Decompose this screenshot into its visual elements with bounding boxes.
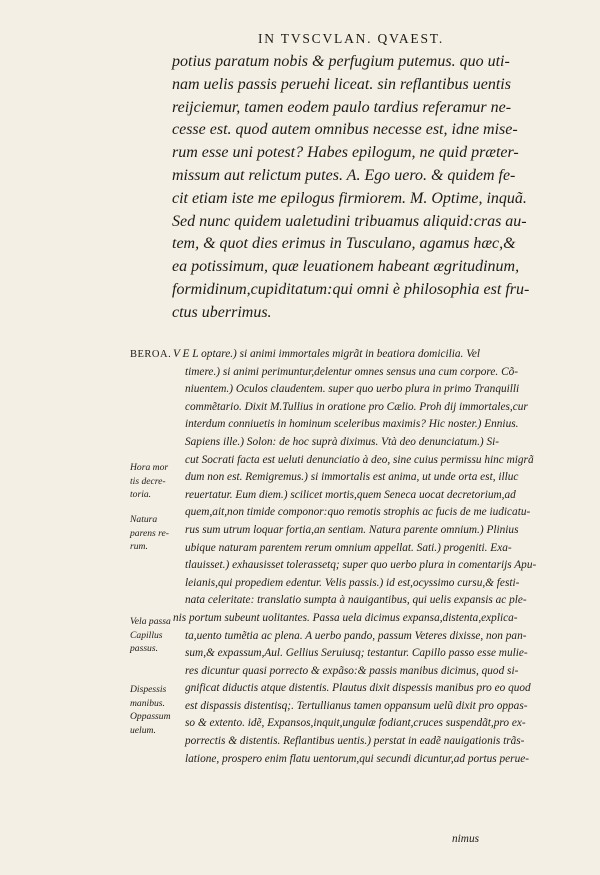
catchword: nimus: [452, 833, 479, 845]
margin-note-line: Capillus: [130, 629, 163, 641]
commentary-line: Sapiens ille.) Solon: de hoc suprà diximus. Vtà deo denunciatum.) Si-: [185, 435, 500, 448]
margin-note-line: Natura: [130, 514, 158, 525]
margin-note-line: Hora mor: [130, 462, 169, 473]
commentary-line: tlauisset.) exhausisset tolerassetq; super quo uerbo plura in comentarijs Apu-: [185, 559, 537, 572]
main-text-line: ea potissimum, quæ leuationem habeant ægritudinum,: [172, 258, 520, 276]
commentary-line: timere.) si animi perimuntur,delentur omnes sensus una cum corpore. Cõ-: [185, 365, 519, 378]
commentary-line: leianis,qui propediem edentur. Velis passis.) id est,ocyssimo cursu,& festi-: [185, 576, 520, 589]
commentary-line: V E L optare.) si animi immortales migrãt in beatiora domicilia. Vel: [173, 348, 481, 360]
margin-note-line: Oppassum: [130, 711, 171, 722]
commentary-line: ubique naturam parentem rerum omnium appellat. Sati.) progeniti. Exa-: [185, 541, 512, 554]
main-text-line: cesse est. quod autem omnibus necesse est, idne mise-: [172, 121, 518, 139]
margin-note-line: tis decre-: [130, 475, 166, 487]
main-text-line: tem, & quot dies erimus in Tusculano, agamus hæc,&: [172, 235, 516, 253]
margin-note-line: Vela passa: [130, 616, 171, 627]
commentary-line: ta,uento tumẽtia ac plena. A uerbo pando, passum Veteres dixisse, non pan-: [185, 629, 527, 642]
margin-note-dispessis: [130, 683, 174, 737]
margin-note-beroa: BEROA.: [130, 349, 172, 360]
margin-note-line: uelum.: [130, 724, 156, 736]
main-text-line: ctus uberrimus.: [172, 303, 272, 321]
margin-note-line: Dispessis: [130, 684, 167, 695]
commentary-line: est dispassis distentisq;. Tertullianus tamen oppansum uelũ dixit pro oppas-: [185, 699, 528, 712]
commentary-line: niuentem.) Oculos claudentem. super quo uerbo plura in primo Tranquilli: [185, 383, 520, 396]
commentary: [173, 346, 537, 768]
margin-note-natura: [130, 513, 174, 554]
commentary-line: reuertatur. Eum diem.) scilicet mortis,quem Seneca uocat decretorium,ad: [185, 488, 516, 501]
commentary-line: commẽtario. Dixit M.Tullius in oratione pro Cælio. Proh dij immortales,cur: [185, 400, 528, 413]
margin-note-line: parens re-: [130, 527, 169, 539]
commentary-line: res dicuntur quasi porrecto & expãso:& passis manibus dicimus, quod si-: [185, 664, 519, 677]
commentary-line: rus sum utrum loquar fortia,an sentiam. Natura parente omnium.) Plinius: [185, 523, 519, 536]
commentary-line: nis portum subeunt uolitantes. Passa uela dicimus expansa,distenta,explica-: [173, 611, 518, 624]
main-text-line: Sed nunc quidem ualetudini tribuamus aliquid:cras au-: [172, 212, 527, 230]
commentary-line: gnificat diductis atque distentis. Plautus dixit dispessis manibus pro eo quod: [185, 682, 531, 695]
margin-note-line: manibus.: [130, 697, 165, 709]
main-text-line: potius paratum nobis & perfugium putemus. quo uti-: [172, 53, 510, 70]
commentary-line: dum non est. Remigremus.) si immortalis est anima, ut unde orta est, illuc: [185, 471, 519, 484]
main-text-line: reijciemur, tamen eodem paulo tardius referamur ne-: [172, 98, 512, 116]
running-head: IN TVSCVLAN. QVAEST.: [258, 31, 445, 46]
margin-note-line: toria.: [130, 489, 152, 500]
commentary-line: sum,& expassum,Aul. Gellius Seruiusq; testantur. Capillo passo esse mulie-: [185, 647, 528, 660]
main-text: [172, 51, 530, 325]
main-text-line: rum esse uni potest? Habes epilogum, ne quid præter-: [172, 144, 519, 162]
commentary-line: cut Socrati facta est ueluti denunciatio à deo, sine cuius permissu hinc migrã: [185, 453, 534, 466]
margin-note-line: rum.: [130, 541, 148, 552]
main-text-line: missum aut relictum putes. A. Ego uero. & quidem fe-: [172, 166, 516, 184]
commentary-line: so & extento. idẽ, Expansos,inquit,ungulæ fodiant,cruces suspendãt,pro ex-: [185, 717, 526, 730]
main-text-line: cit etiam iste me epilogus firmiorem. M. Optime, inquã.: [172, 189, 527, 207]
margin-note-line: passus.: [130, 643, 158, 654]
main-text-line: nam uelis passis peruehi liceat. sin reflantibus uentis: [172, 75, 511, 93]
commentary-line: quem,ait,non timide componor:quo remotis strophis ac fucis de me iudicatu-: [185, 506, 531, 519]
margin-note-vela-passa: [130, 615, 174, 656]
commentary-line: interdum conniuetis in hominum sceleribus maximis? Hic noster.) Ennius.: [185, 418, 519, 431]
main-text-line: formidinum,cupiditatum:qui omni è philosophia est fru-: [172, 280, 530, 298]
commentary-line: latione, prospero enim flatu uentorum,qui secundi dicuntur,ad portus perue-: [185, 752, 530, 765]
margin-note-hora-mortis: [130, 461, 174, 502]
commentary-line: nata celeritate: translatio sumpta à nauigantibus, qui uelis expansis ac ple-: [185, 594, 527, 607]
commentary-line: porrectis & distentis. Reflantibus uentis.) perstat in eadẽ nauigationis trãs-: [185, 735, 525, 748]
